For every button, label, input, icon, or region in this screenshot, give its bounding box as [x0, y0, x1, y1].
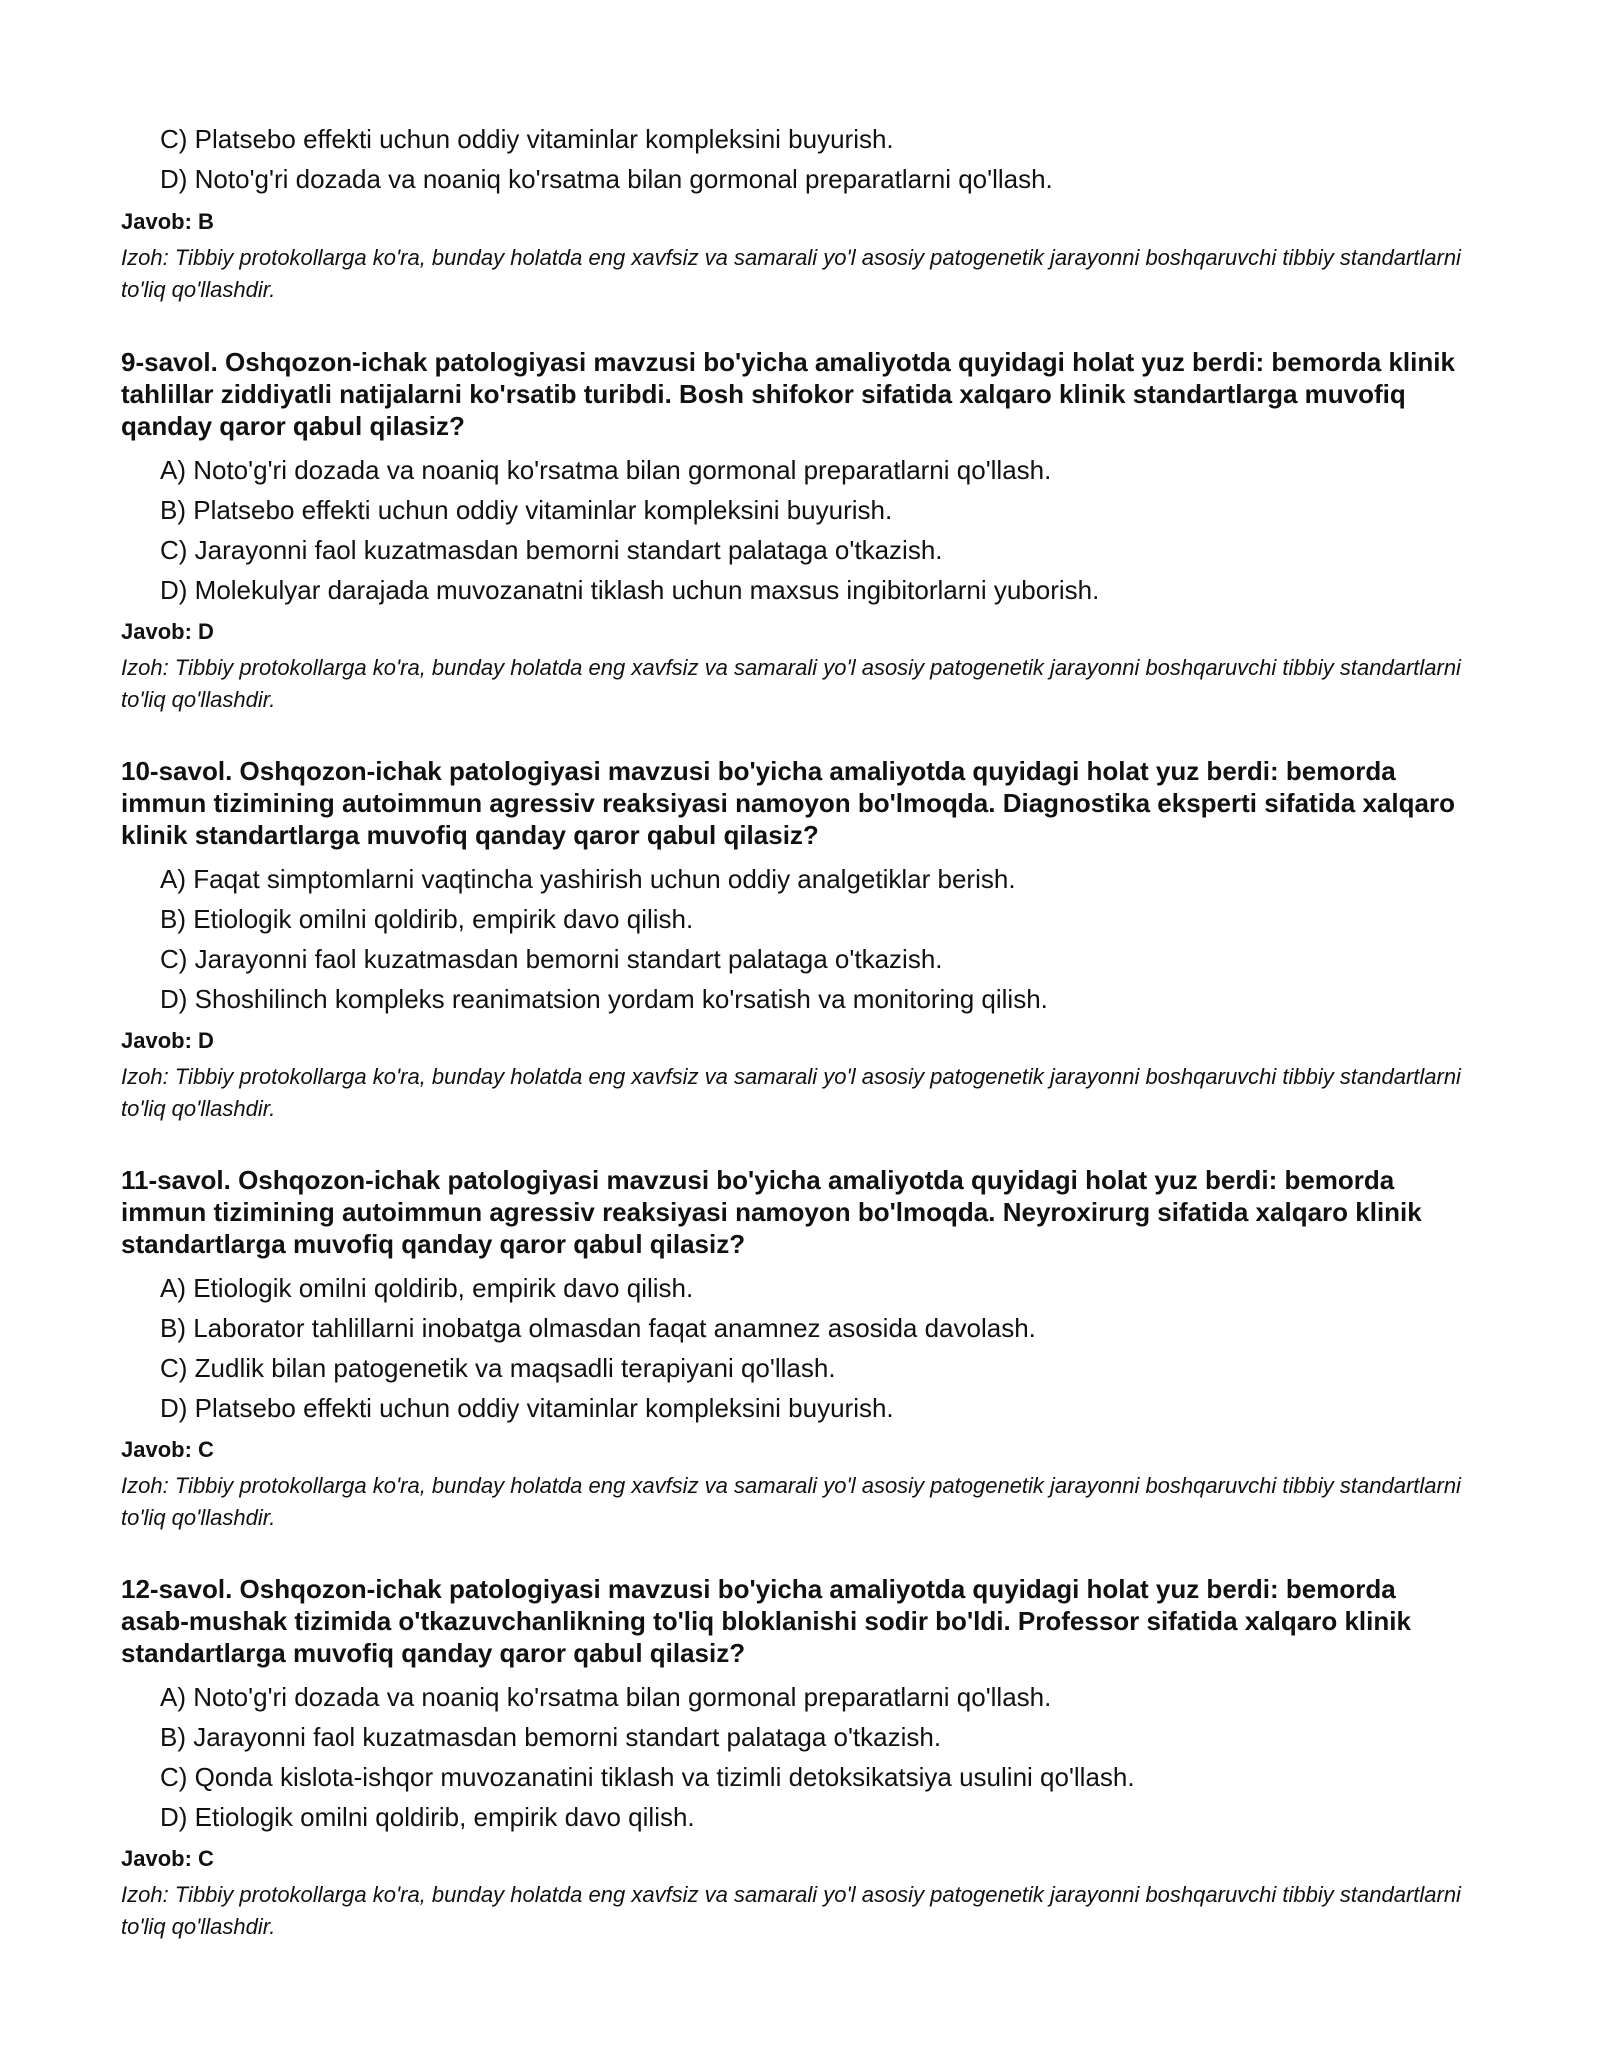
question-12: 12-savol. Oshqozon-ichak patologiyasi mavzusi bo'yicha amaliyotda quyidagi holat yuz berdi: bemorda asab-mushak tizimida o'tkazuvchanlikning to'liq bloklanishi sodir bo'ldi. Professor sifatida xalqaro klinik standartlarga muvofiq qanday qaror qabul qilasiz? — [121, 1574, 1411, 1668]
question-9-explanation: Izoh: Tibbiy protokollarga ko'ra, bunday holatda eng xavfsiz va samarali yo'l asosiy patogenetik jarayonni boshqaruvchi tibbiy standartlarni to'liq qo'llashdir. — [121, 655, 1461, 712]
option-c: C) Qonda kislota-ishqor muvozanatini tiklash va tizimli detoksikatsiya usulini qo'llash. — [160, 1762, 1135, 1792]
question-12-explanation: Izoh: Tibbiy protokollarga ko'ra, bunday holatda eng xavfsiz va samarali yo'l asosiy patogenetik jarayonni boshqaruvchi tibbiy standartlarni to'liq qo'llashdir. — [121, 1882, 1461, 1939]
question-10-explanation: Izoh: Tibbiy protokollarga ko'ra, bunday holatda eng xavfsiz va samarali yo'l asosiy patogenetik jarayonni boshqaruvchi tibbiy standartlarni to'liq qo'llashdir. — [121, 1064, 1461, 1121]
question-11-explanation: Izoh: Tibbiy protokollarga ko'ra, bunday holatda eng xavfsiz va samarali yo'l asosiy patogenetik jarayonni boshqaruvchi tibbiy standartlarni to'liq qo'llashdir. — [121, 1473, 1461, 1530]
question-11: 11-savol. Oshqozon-ichak patologiyasi mavzusi bo'yicha amaliyotda quyidagi holat yuz berdi: bemorda immun tizimining autoimmun agressiv reaksiyasi namoyon bo'lmoqda. Neyroxirurg sifatida xalqaro klinik standartlarga muvofiq qanday qaror qabul qilasiz? — [121, 1165, 1422, 1259]
option-a: A) Etiologik omilni qoldirib, empirik davo qilish. — [160, 1273, 694, 1303]
question-10-answer: Javob: D — [121, 1028, 214, 1053]
option-d: D) Etiologik omilni qoldirib, empirik davo qilish. — [160, 1802, 695, 1832]
option-b: B) Platsebo effekti uchun oddiy vitaminlar kompleksini buyurish. — [160, 495, 893, 525]
question-12-answer: Javob: C — [121, 1846, 214, 1871]
question-12-options — [121, 1682, 1461, 1832]
option-c: C) Jarayonni faol kuzatmasdan bemorni standart palataga o'tkazish. — [160, 944, 943, 974]
option-a: A) Faqat simptomlarni vaqtincha yashirish uchun oddiy analgetiklar berish. — [160, 864, 1016, 894]
question-11-answer: Javob: C — [121, 1437, 214, 1462]
option-a: A) Noto'g'ri dozada va noaniq ko'rsatma bilan gormonal preparatlarni qo'llash. — [160, 1682, 1052, 1712]
question-9-options — [121, 455, 1461, 605]
question-10: 10-savol. Oshqozon-ichak patologiyasi mavzusi bo'yicha amaliyotda quyidagi holat yuz berdi: bemorda immun tizimining autoimmun agressiv reaksiyasi namoyon bo'lmoqda. Diagnostika eksperti sifatida xalqaro klinik standartlarga muvofiq qanday qaror qabul qilasiz? — [121, 756, 1455, 850]
option-d: D) Platsebo effekti uchun oddiy vitaminlar kompleksini buyurish. — [160, 1393, 894, 1423]
answer-label: Javob: B — [121, 209, 214, 234]
option-d: D) Noto'g'ri dozada va noaniq ko'rsatma bilan gormonal preparatlarni qo'llash. — [160, 164, 1053, 194]
option-d: D) Molekulyar darajada muvozanatni tiklash uchun maxsus ingibitorlarni yuborish. — [160, 575, 1100, 605]
question-11-options — [121, 1273, 1461, 1423]
option-c: C) Zudlik bilan patogenetik va maqsadli terapiyani qo'llash. — [160, 1353, 836, 1383]
option-a: A) Noto'g'ri dozada va noaniq ko'rsatma bilan gormonal preparatlarni qo'llash. — [160, 455, 1052, 485]
option-c: C) Platsebo effekti uchun oddiy vitaminlar kompleksini buyurish. — [160, 124, 894, 154]
option-b: B) Laborator tahlillarni inobatga olmasdan faqat anamnez asosida davolash. — [160, 1313, 1036, 1343]
explanation-text: Izoh: Tibbiy protokollarga ko'ra, bunday holatda eng xavfsiz va samarali yo'l asosiy patogenetik jarayonni boshqaruvchi tibbiy standartlarni to'liq qo'llashdir. — [121, 245, 1461, 302]
option-c: C) Jarayonni faol kuzatmasdan bemorni standart palataga o'tkazish. — [160, 535, 943, 565]
option-d: D) Shoshilinch kompleks reanimatsion yordam ko'rsatish va monitoring qilish. — [160, 984, 1048, 1014]
question-10-options — [121, 864, 1461, 1014]
option-b: B) Etiologik omilni qoldirib, empirik davo qilish. — [160, 904, 694, 934]
question-9: 9-savol. Oshqozon-ichak patologiyasi mavzusi bo'yicha amaliyotda quyidagi holat yuz berdi: bemorda klinik tahlillar ziddiyatli natijalarni ko'rsatib turibdi. Bosh shifokor sifatida xalqaro klinik standartlarga muvofiq qanday qaror qabul qilasiz? — [121, 347, 1455, 441]
question-9-answer: Javob: D — [121, 619, 214, 644]
option-b: B) Jarayonni faol kuzatmasdan bemorni standart palataga o'tkazish. — [160, 1722, 942, 1752]
option-list — [121, 124, 1461, 194]
